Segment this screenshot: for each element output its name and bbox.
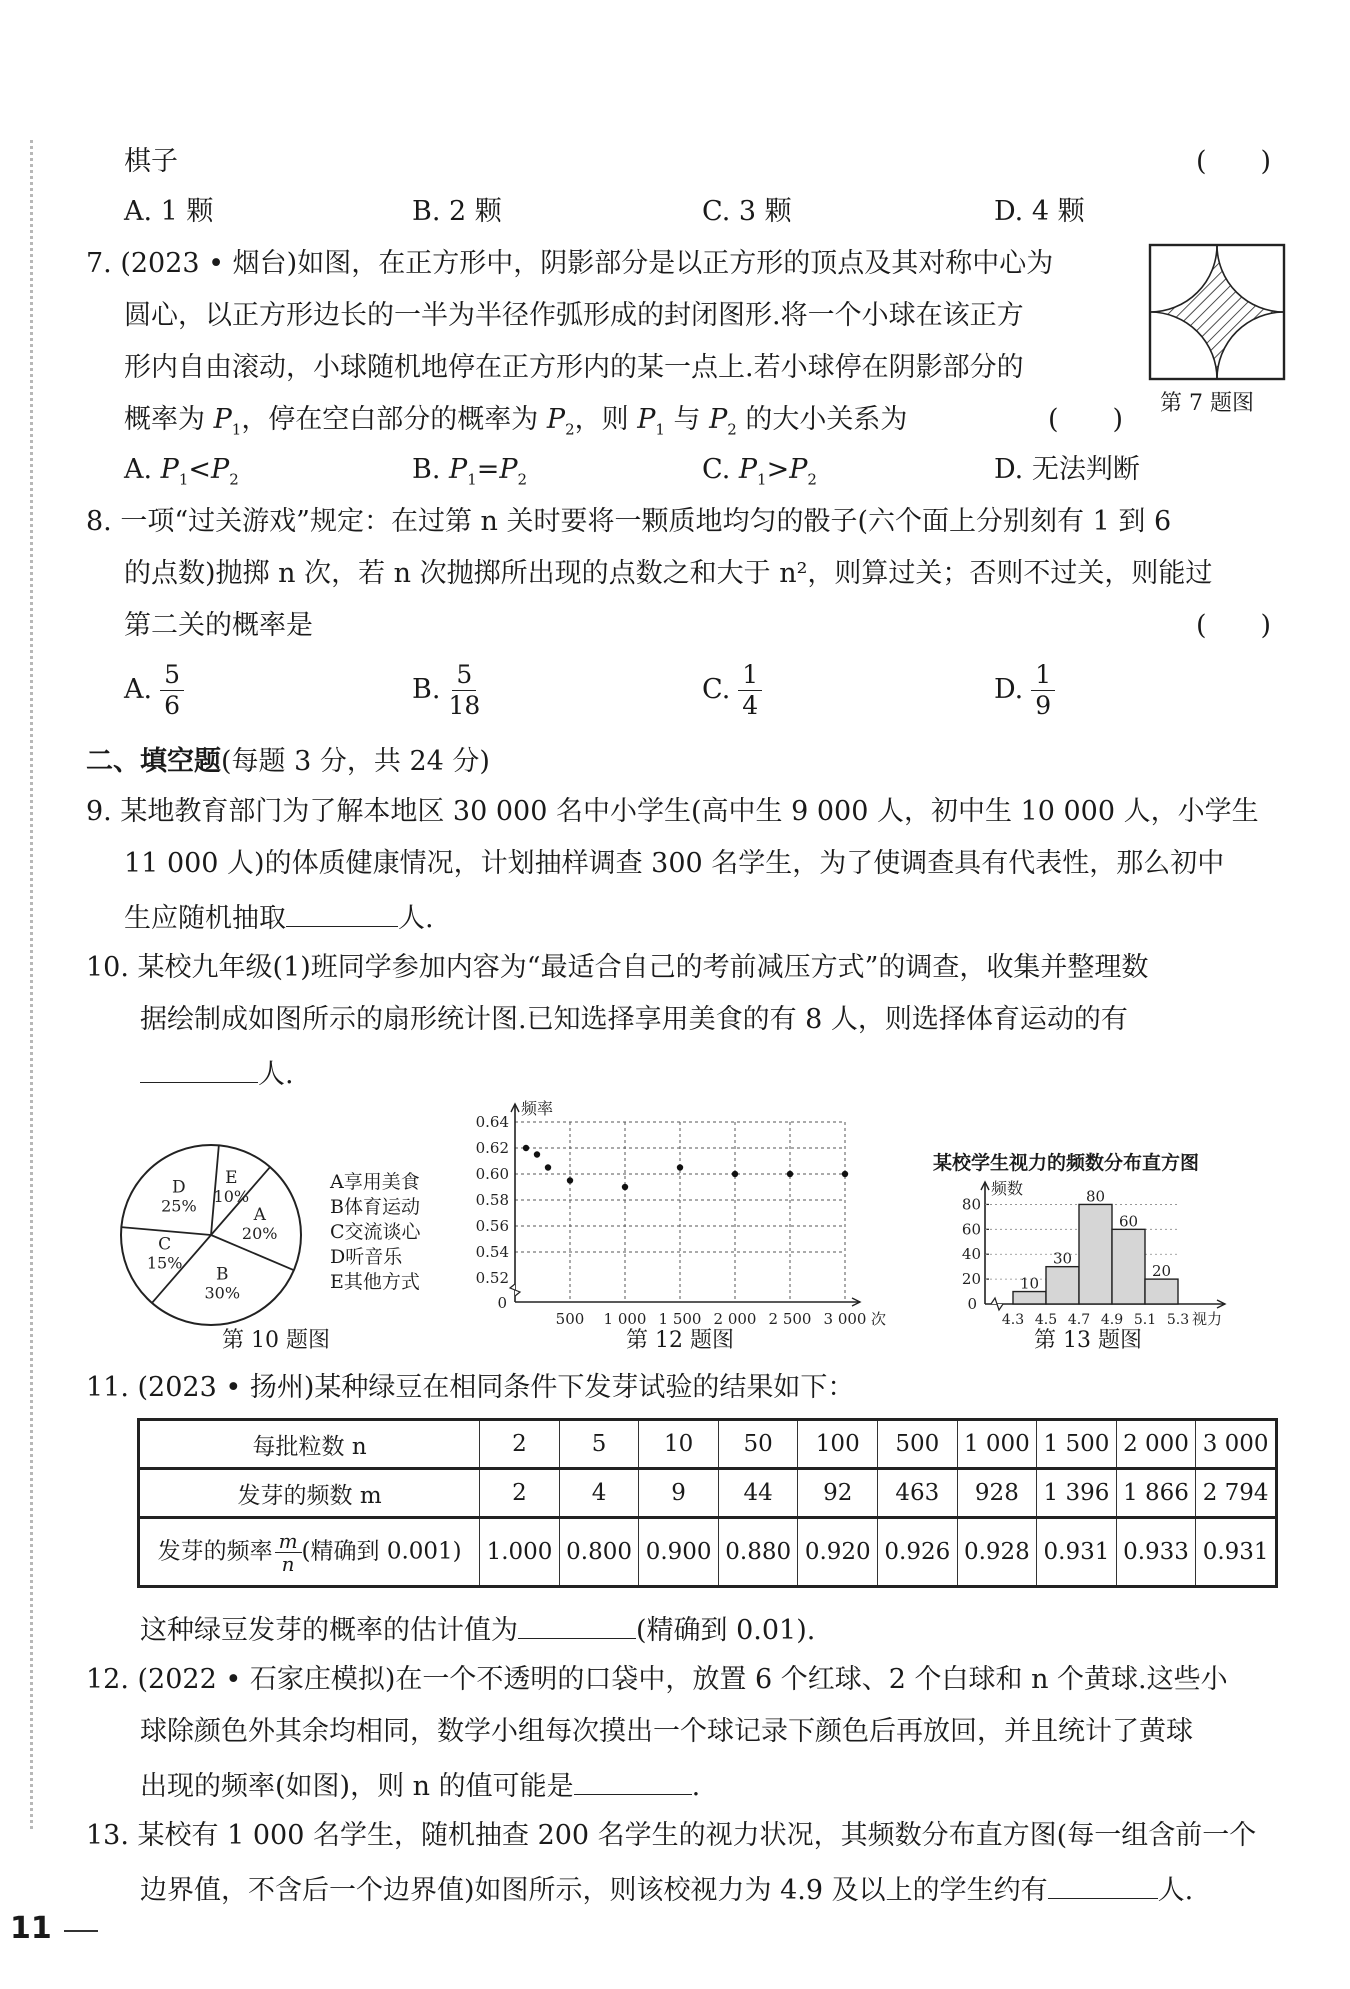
table-cell: 500	[878, 1420, 958, 1469]
q13-line-1: 13. 某校有 1 000 名学生，随机抽查 200 名学生的视力状况，其频数分布直方图(每一组含前一个	[86, 1820, 1257, 1851]
scatter-point	[842, 1171, 848, 1177]
x-axis-label: 次	[871, 1310, 887, 1328]
table-row	[139, 1469, 1277, 1518]
y-tick-label: 60	[961, 1220, 981, 1239]
q9-line-2: 11 000 人)的体质健康情况，计划抽样调查 300 名学生，为了使调查具有代表性，那么初中	[124, 848, 1225, 879]
fraction: $\frac{5}{18}$	[448, 660, 481, 720]
scatter-point	[622, 1184, 628, 1190]
table-cell: 1 500	[1037, 1420, 1117, 1469]
table-cell: 0.931	[1037, 1518, 1117, 1587]
q6-tail-text: 棋子	[124, 146, 178, 177]
fraction: $\frac{1}{9}$	[1031, 660, 1055, 721]
scatter-point	[545, 1164, 551, 1170]
pie-slice-percent: 20%	[241, 1223, 278, 1243]
table-cell: 463	[878, 1469, 958, 1518]
histogram-bar	[1112, 1229, 1145, 1304]
y-tick-label: 0	[497, 1294, 507, 1312]
q7-answer-paren: ( )	[1048, 404, 1124, 435]
q9-line-3: 生应随机抽取 人.	[124, 896, 434, 939]
pie-slice-label: C	[158, 1234, 172, 1255]
binding-margin-dots	[30, 140, 33, 1829]
y-axis-label: 频数	[991, 1179, 1024, 1198]
table-cell: 1 396	[1037, 1469, 1117, 1518]
q10-line-3: 人.	[140, 1052, 294, 1095]
bar-value-label: 80	[1085, 1187, 1106, 1206]
q8-line-1: 8. 一项“过关游戏”规定：在过第 n 关时要将一颗质地均匀的骰子(六个面上分别刻有 1 到 6	[86, 506, 1172, 537]
q8-option-b: B. $\frac{5}{18}$	[412, 660, 481, 720]
q8-line-3: 第二关的概率是	[124, 610, 313, 641]
scatter-point	[787, 1171, 793, 1177]
q6-option-c: C. 3 颗	[702, 196, 792, 227]
q7-option-b: B. $P_1=P_2$	[412, 454, 528, 489]
table-cell: 0.880	[718, 1518, 798, 1587]
answer-blank	[140, 1052, 258, 1083]
y-tick-label: 0.58	[475, 1191, 509, 1209]
scatter-point	[567, 1177, 573, 1183]
x-tick-label: 4.3	[1001, 1312, 1025, 1328]
q8-answer-paren: ( )	[1196, 610, 1272, 641]
row-head: 发芽的频数 m	[139, 1469, 480, 1518]
y-tick-label: 0.62	[475, 1139, 509, 1157]
x-tick-label: 5.1	[1133, 1312, 1157, 1328]
x-tick-label: 5.3	[1166, 1312, 1190, 1328]
table-cell: 92	[798, 1469, 878, 1518]
table-cell: 928	[957, 1469, 1037, 1518]
bar-value-label: 10	[1019, 1274, 1040, 1293]
table-cell: 4	[559, 1469, 639, 1518]
y-tick-label: 0.60	[475, 1165, 509, 1183]
q6-option-b: B. 2 颗	[412, 196, 502, 227]
x-tick-label: 2 500	[768, 1310, 812, 1328]
bar-value-label: 30	[1052, 1249, 1073, 1268]
table-row	[139, 1518, 1277, 1587]
fig13-title: 某校学生视力的频数分布直方图	[933, 1152, 1200, 1174]
fig12-caption: 第 12 题图	[626, 1328, 734, 1353]
q7-option-a: A. $P_1<P_2$	[124, 454, 239, 489]
x-tick-label: 4.7	[1067, 1312, 1091, 1328]
y-axis-label: 频率	[521, 1099, 554, 1118]
y-tick-label: 0.56	[475, 1217, 509, 1235]
q6-option-a: A. 1 颗	[124, 196, 214, 227]
answer-blank	[1048, 1868, 1158, 1899]
q7-line-3: 形内自由滚动，小球随机地停在正方形内的某一点上.若小球停在阴影部分的	[124, 352, 1024, 383]
y-tick-label: 0.64	[475, 1113, 509, 1131]
table-cell: 0.900	[639, 1518, 719, 1587]
table-cell: 2 000	[1116, 1420, 1196, 1469]
q8-option-a: A. $\frac{5}{6}$	[124, 660, 184, 721]
x-tick-label: 4.5	[1034, 1312, 1058, 1328]
q10-line-1: 10. 某校九年级(1)班同学参加内容为“最适合自己的考前减压方式”的调查，收集并整理数	[86, 952, 1149, 983]
table-cell: 0.933	[1116, 1518, 1196, 1587]
table-cell: 44	[718, 1469, 798, 1518]
q12-line-1: 12. (2022 • 石家庄模拟)在一个不透明的口袋中，放置 6 个红球、2 个白球和 n 个黄球.这些小	[86, 1664, 1228, 1695]
table-cell: 100	[798, 1420, 878, 1469]
legend-item-a: A享用美食	[330, 1171, 420, 1193]
q11-data-table	[137, 1418, 1278, 1588]
q12-line-3: 出现的频率(如图)，则 n 的值可能是 .	[140, 1764, 700, 1807]
q7-line-1: 7. (2023 • 烟台)如图，在正方形中，阴影部分是以正方形的顶点及其对称中心为	[86, 248, 1054, 279]
fig13-histogram	[935, 1178, 1260, 1328]
axis-break	[991, 1298, 1003, 1310]
histogram-bar	[1145, 1279, 1178, 1304]
answer-blank	[286, 896, 398, 927]
table-cell: 0.920	[798, 1518, 878, 1587]
table-cell: 9	[639, 1469, 719, 1518]
q7-option-c: C. $P_1>P_2$	[702, 454, 817, 489]
table-cell: 5	[559, 1420, 639, 1469]
histogram-bar	[1046, 1267, 1079, 1304]
y-tick-label: 0.52	[475, 1269, 509, 1287]
y-tick-label: 40	[961, 1245, 981, 1264]
table-cell: 10	[639, 1420, 719, 1469]
q13-line-2: 边界值，不含后一个边界值)如图所示，则该校视力为 4.9 及以上的学生约有 人.	[140, 1868, 1193, 1911]
x-tick-label: 4.9	[1100, 1312, 1124, 1328]
table-cell: 0.800	[559, 1518, 639, 1587]
pie-slice-percent: 25%	[161, 1196, 197, 1216]
bar-value-label: 60	[1118, 1212, 1139, 1231]
histogram-bar	[1079, 1204, 1112, 1304]
y-tick-label: 80	[961, 1195, 981, 1214]
pie-slice-label: B	[215, 1264, 229, 1285]
pie-slice-percent: 15%	[146, 1253, 183, 1273]
table-cell: 0.926	[878, 1518, 958, 1587]
pie-slice-label: A	[253, 1204, 266, 1225]
q8-option-d: D. $\frac{1}{9}$	[994, 660, 1055, 721]
x-axis-label: 视力	[1192, 1310, 1223, 1328]
q7-option-d: D. 无法判断	[994, 454, 1140, 485]
table-cell: 1 000	[957, 1420, 1037, 1469]
bar-value-label: 20	[1151, 1262, 1172, 1281]
fig10-pie-chart	[118, 1142, 304, 1328]
x-tick-label: 1 500	[658, 1310, 702, 1328]
q9-line-1: 9. 某地教育部门为了解本地区 30 000 名中小学生(高中生 9 000 人，初中生 10 000 人，小学生	[86, 796, 1259, 827]
q8-option-c: C. $\frac{1}{4}$	[702, 660, 762, 721]
table-cell: 50	[718, 1420, 798, 1469]
y-tick-label: 0	[967, 1295, 977, 1313]
x-tick-label: 1 000	[603, 1310, 647, 1328]
fraction: $\frac{m}{n}$	[275, 1530, 302, 1575]
table-cell: 2	[480, 1469, 560, 1518]
q7-square-figure	[1148, 243, 1286, 381]
scatter-point	[732, 1171, 738, 1177]
pie-slice-label: E	[225, 1168, 238, 1189]
y-tick-label: 20	[961, 1270, 981, 1289]
q8-line-2: 的点数)抛掷 n 次，若 n 次抛掷所出现的点数之和大于 n²，则算过关；否则不过关，则能过	[124, 558, 1213, 589]
q11-question: 这种绿豆发芽的概率的估计值为 (精确到 0.01).	[140, 1608, 815, 1651]
fig13-caption: 第 13 题图	[1034, 1328, 1142, 1353]
fig12-frequency-chart	[455, 1098, 915, 1328]
legend-item-e: E其他方式	[330, 1271, 420, 1293]
y-tick-label: 0.54	[475, 1243, 509, 1261]
x-tick-label: 500	[555, 1310, 585, 1328]
table-cell: 3 000	[1196, 1420, 1277, 1469]
fraction: $\frac{5}{6}$	[160, 660, 184, 721]
fraction: $\frac{1}{4}$	[738, 660, 762, 721]
fig10-caption: 第 10 题图	[222, 1328, 330, 1353]
scatter-point	[534, 1151, 540, 1157]
page-number-dash	[64, 1930, 98, 1932]
table-row	[139, 1420, 1277, 1469]
table-cell: 2	[480, 1420, 560, 1469]
table-cell: 1 866	[1116, 1469, 1196, 1518]
q7-line-2: 圆心，以正方形边长的一半为半径作弧形成的封闭图形.将一个小球在该正方	[124, 300, 1024, 331]
pie-slice-percent: 30%	[204, 1283, 241, 1303]
q7-line-4: 概率为 $P_1$，停在空白部分的概率为 $P_2$，则 $P_1$ 与 $P_2$ 的大小关系为	[124, 404, 908, 439]
answer-blank	[518, 1608, 636, 1639]
scatter-point	[523, 1145, 529, 1151]
row-head: 发芽的频率 $\frac{m}{n}$ (精确到 0.001)	[139, 1518, 480, 1587]
table-cell: 2 794	[1196, 1469, 1277, 1518]
fig10-legend	[330, 1170, 421, 1295]
pie-slice-percent: 10%	[213, 1187, 250, 1207]
legend-item-b: B体育运动	[330, 1196, 420, 1218]
table-cell: 1.000	[480, 1518, 560, 1587]
q11-intro: 11. (2023 • 扬州)某种绿豆在相同条件下发芽试验的结果如下：	[86, 1372, 855, 1403]
q10-line-2: 据绘制成如图所示的扇形统计图.已知选择享用美食的有 8 人，则选择体育运动的有	[140, 1004, 1128, 1035]
axis-break	[510, 1284, 520, 1296]
x-tick-label: 2 000	[713, 1310, 757, 1328]
section-2-heading: 二、填空题(每题 3 分，共 24 分)	[86, 746, 490, 777]
q6-answer-paren: ( )	[1196, 146, 1272, 177]
q6-option-d: D. 4 颗	[994, 196, 1085, 227]
table-cell: 0.928	[957, 1518, 1037, 1587]
page-number: 11	[10, 1911, 52, 1946]
histogram-bar	[1013, 1292, 1046, 1304]
legend-item-c: C交流谈心	[330, 1221, 421, 1243]
scatter-point	[677, 1164, 683, 1170]
q7-figure-caption: 第 7 题图	[1160, 391, 1254, 416]
legend-item-d: D听音乐	[330, 1246, 403, 1268]
row-head: 每批粒数 n	[139, 1420, 480, 1469]
pie-slice-label: D	[172, 1177, 186, 1198]
x-tick-label: 3 000	[823, 1310, 867, 1328]
table-cell: 0.931	[1196, 1518, 1277, 1587]
q12-line-2: 球除颜色外其余均相同，数学小组每次摸出一个球记录下颜色后再放回，并且统计了黄球	[140, 1716, 1193, 1747]
answer-blank	[574, 1764, 692, 1795]
